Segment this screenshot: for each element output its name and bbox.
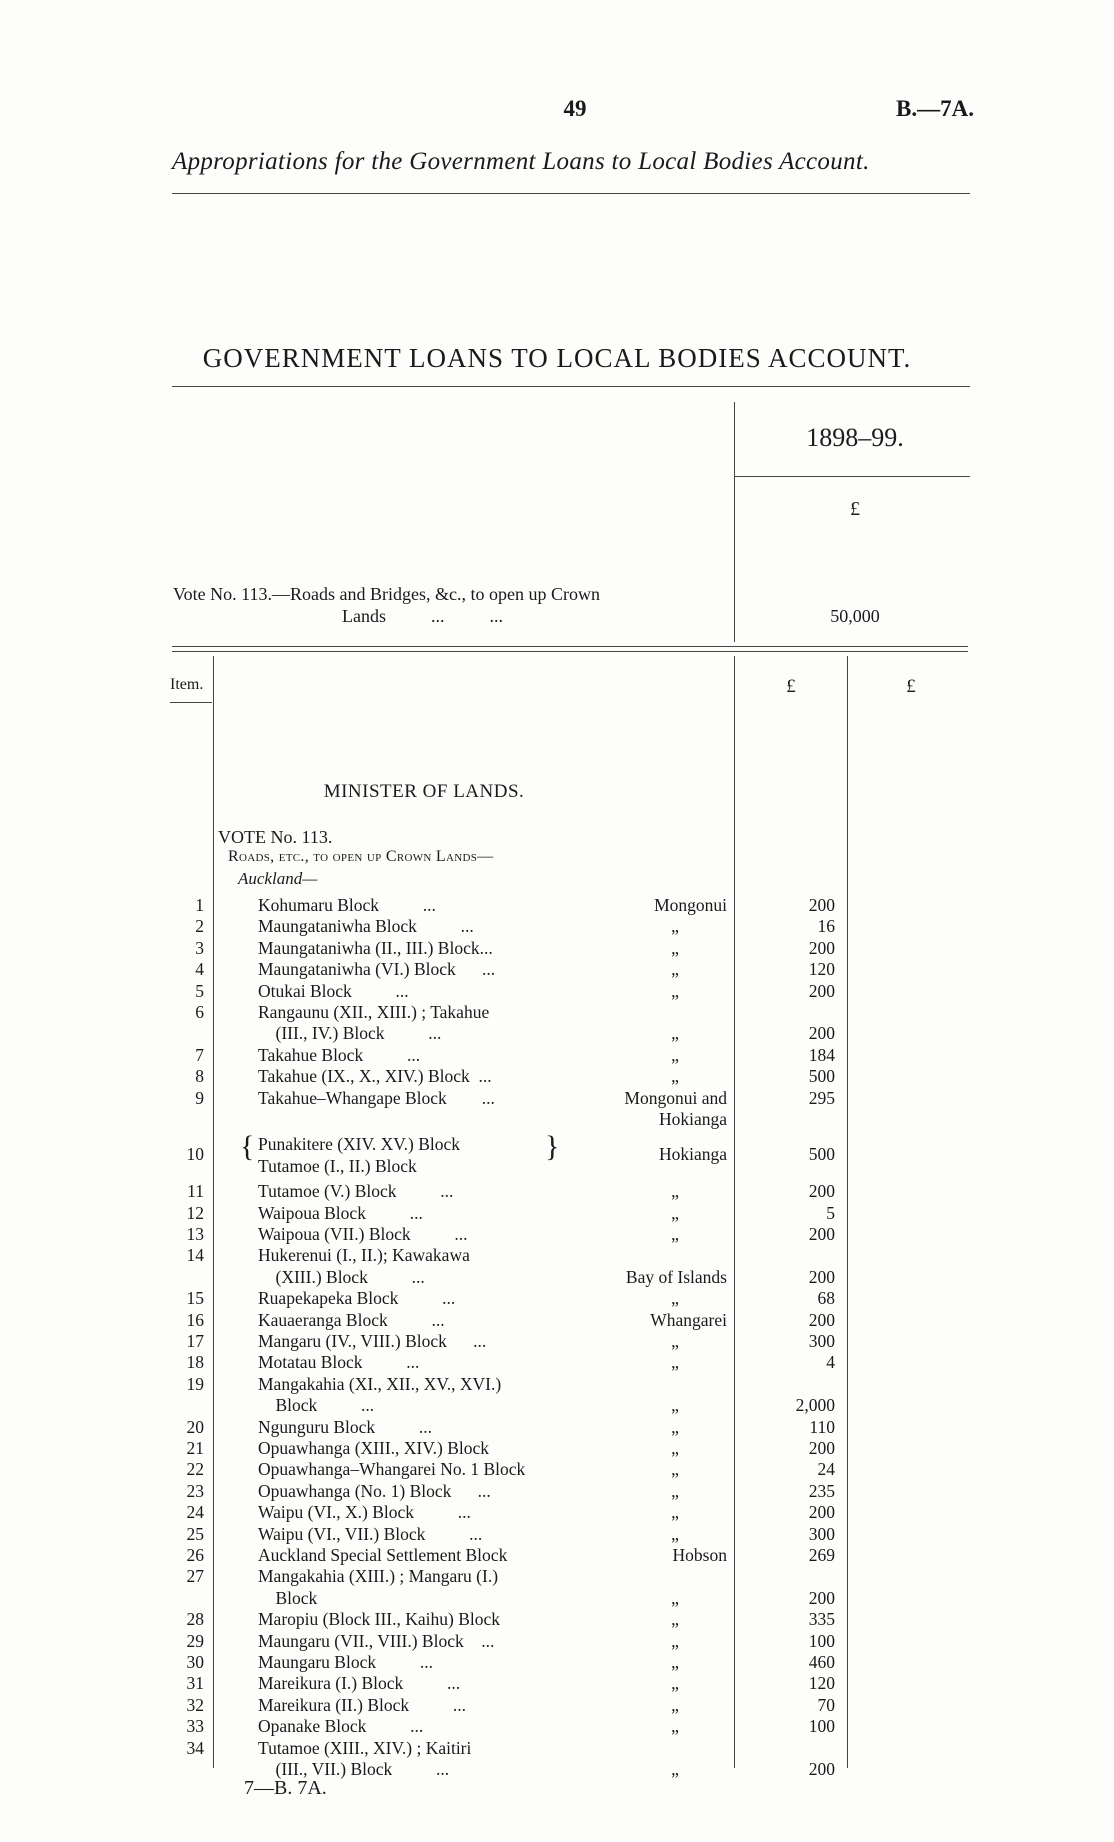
section-vote-number: VOTE No. 113. (218, 827, 333, 847)
item-underline (170, 702, 212, 703)
row-description: Auckland Special Settlement Block (258, 1545, 508, 1565)
row-location: Whangarei (650, 1309, 727, 1330)
row-number: 7 (195, 1044, 204, 1065)
row-location-ditto: „ (671, 1480, 679, 1501)
row-number: 31 (186, 1673, 204, 1694)
row-number: 12 (186, 1202, 204, 1223)
row-number: 20 (186, 1416, 204, 1437)
row-description: (XIII.) Block ... (258, 1266, 425, 1287)
row-amount: 184 (808, 1044, 835, 1065)
row-number: 6 (195, 1002, 204, 1022)
row-location-ditto: „ (671, 959, 679, 980)
row-location-ditto: „ (671, 1630, 679, 1651)
row-location-ditto: „ (671, 1694, 679, 1715)
row-amount: 200 (808, 1587, 835, 1608)
table-divider-item (213, 656, 214, 1768)
row-location-continued: Hokianga (658, 1109, 727, 1129)
row-amount: 235 (808, 1480, 835, 1501)
row-amount: 300 (808, 1523, 835, 1544)
page-number: 49 (563, 96, 587, 121)
section-roads-heading: Roads, etc., to open up Crown Lands— (228, 848, 494, 865)
row-description: Hukerenui (I., II.); Kawakawa (258, 1245, 470, 1266)
fiscal-year: 1898–99. (806, 423, 904, 452)
row-description: Tutamoe (XIII., XIV.) ; Kaitiri (258, 1737, 472, 1758)
row-amount: 120 (808, 959, 835, 980)
row-location-ditto: „ (671, 1587, 679, 1608)
row-location: Mongonui (654, 895, 727, 915)
row-description: Mangakahia (XIII.) ; Mangaru (I.) (258, 1566, 499, 1587)
row-amount: 500 (808, 1144, 835, 1165)
row-description: Motatau Block ... (258, 1352, 420, 1373)
row-description: Mareikura (II.) Block ... (258, 1694, 466, 1715)
row-location: Hobson (672, 1545, 727, 1565)
row-amount: 24 (817, 1459, 835, 1480)
row-location-ditto: „ (671, 1202, 679, 1223)
row-amount: 100 (808, 1630, 835, 1651)
row-amount: 200 (808, 1181, 835, 1202)
row-number: 29 (186, 1630, 204, 1651)
row-description: Rangaunu (XII., XIII.) ; Takahue (258, 1002, 490, 1022)
row-amount: 460 (808, 1652, 835, 1672)
row-amount: 16 (817, 916, 835, 937)
row-amount: 4 (826, 1352, 835, 1373)
row-location-ditto: „ (671, 1716, 679, 1737)
row-amount: 200 (808, 1266, 835, 1287)
row-location-ditto: „ (671, 1023, 679, 1044)
row-number: 26 (186, 1545, 204, 1565)
row-location: Hokianga (658, 1144, 727, 1165)
row-number: 19 (186, 1373, 204, 1394)
row-number: 11 (187, 1181, 204, 1202)
row-description: (III., IV.) Block ... (258, 1023, 442, 1044)
row-amount: 295 (808, 1087, 835, 1108)
summary-rule-top (172, 646, 968, 647)
row-description: Tutamoe (V.) Block ... (258, 1181, 454, 1202)
row-number: 21 (186, 1438, 204, 1458)
row-location-ditto: „ (671, 1352, 679, 1373)
row-number: 3 (195, 937, 204, 958)
row-amount: 120 (808, 1673, 835, 1694)
year-rule (735, 476, 970, 477)
row-description: Waipoua (VII.) Block ... (258, 1224, 468, 1244)
row-description: Kohumaru Block ... (258, 895, 436, 915)
row-amount: 200 (808, 980, 835, 1001)
column-header-item: Item. (170, 676, 204, 693)
row-location-ditto: „ (671, 1523, 679, 1544)
header-rule (172, 193, 970, 194)
row-number: 18 (186, 1352, 204, 1373)
row-number: 32 (186, 1694, 204, 1715)
row-amount: 500 (808, 1066, 835, 1087)
row-location-ditto: „ (671, 1066, 679, 1087)
page-subtitle: Appropriations for the Government Loans to Local Bodies Account. (172, 148, 870, 175)
row-description: Opuawhanga (No. 1) Block ... (258, 1480, 491, 1501)
row-location: Mongonui and (624, 1087, 727, 1108)
row-amount: 110 (809, 1416, 835, 1437)
row-number: 2 (195, 916, 204, 937)
column-header-currency-1: £ (786, 676, 796, 697)
left-brace: { (240, 1130, 255, 1164)
row-description: Otukai Block ... (258, 980, 409, 1001)
row-description: Maungaru (VII., VIII.) Block ... (258, 1630, 495, 1651)
row-description: Mangakahia (XI., XII., XV., XVI.) (258, 1373, 502, 1394)
row-description: Opuawhanga–Whangarei No. 1 Block (258, 1459, 526, 1480)
row-location-ditto: „ (671, 1459, 679, 1480)
row-location-ditto: „ (671, 916, 679, 937)
row-amount: 100 (808, 1716, 835, 1737)
row-number: 22 (186, 1459, 204, 1480)
row-number: 13 (186, 1224, 204, 1244)
row-description: Tutamoe (I., II.) Block (258, 1155, 417, 1176)
row-number: 5 (195, 980, 204, 1001)
row-description: Waipu (VI., X.) Block ... (258, 1502, 471, 1523)
row-description: Block (258, 1587, 318, 1608)
row-number: 28 (186, 1609, 204, 1630)
row-amount: 70 (817, 1694, 835, 1715)
row-description: Waipu (VI., VII.) Block ... (258, 1523, 483, 1544)
row-amount: 68 (817, 1288, 835, 1309)
row-number: 25 (186, 1523, 204, 1544)
row-number: 24 (186, 1502, 204, 1523)
row-amount: 200 (808, 1438, 835, 1458)
page-title: GOVERNMENT LOANS TO LOCAL BODIES ACCOUNT. (202, 343, 912, 373)
row-location-ditto: „ (671, 1416, 679, 1437)
row-description: Takahue Block ... (258, 1044, 421, 1065)
row-amount: 200 (808, 1502, 835, 1523)
row-location-ditto: „ (671, 1331, 679, 1351)
row-description: Ruapekapeka Block ... (258, 1288, 456, 1309)
row-location-ditto: „ (671, 1288, 679, 1309)
document-reference: B.—7A. (896, 96, 974, 121)
row-description: Maungaru Block ... (258, 1652, 433, 1672)
row-number: 15 (186, 1288, 204, 1309)
vote-amount: 50,000 (830, 606, 880, 626)
row-description: Mareikura (I.) Block ... (258, 1673, 461, 1694)
row-description: Maungataniwha (II., III.) Block... (258, 937, 493, 958)
row-description: (III., VII.) Block ... (258, 1759, 450, 1779)
row-description: Block ... (258, 1395, 375, 1416)
row-description: Opuawhanga (XIII., XIV.) Block (258, 1438, 490, 1458)
row-location-ditto: „ (671, 1395, 679, 1416)
row-number: 9 (195, 1087, 204, 1108)
row-number: 33 (186, 1716, 204, 1737)
row-description: Maungataniwha (VI.) Block ... (258, 959, 496, 980)
row-location-ditto: „ (671, 1181, 679, 1202)
row-number: 27 (186, 1566, 204, 1587)
row-location-ditto: „ (671, 937, 679, 958)
row-amount: 200 (808, 1023, 835, 1044)
row-location-ditto: „ (671, 1673, 679, 1694)
section-minister: MINISTER OF LANDS. (323, 781, 525, 802)
row-location-ditto: „ (671, 1224, 679, 1244)
row-location-ditto: „ (671, 1438, 679, 1458)
currency-symbol: £ (850, 498, 860, 520)
row-number: 30 (186, 1652, 204, 1672)
row-amount: 2,000 (795, 1395, 835, 1416)
row-amount: 200 (808, 1309, 835, 1330)
row-description: Maropiu (Block III., Kaihu) Block (258, 1609, 501, 1630)
row-number: 23 (186, 1480, 204, 1501)
row-description: Opanake Block ... (258, 1716, 424, 1737)
row-amount: 200 (808, 1224, 835, 1244)
row-location-ditto: „ (671, 1609, 679, 1630)
column-header-currency-2: £ (906, 676, 916, 697)
row-amount: 200 (808, 937, 835, 958)
row-description: Punakitere (XIV. XV.) Block (258, 1134, 461, 1155)
row-description: Ngunguru Block ... (258, 1416, 433, 1437)
row-description: Kauaeranga Block ... (258, 1309, 445, 1330)
right-brace: } (545, 1130, 560, 1164)
row-description: Maungataniwha Block ... (258, 916, 474, 937)
row-location-ditto: „ (671, 1044, 679, 1065)
row-description: Waipoua Block ... (258, 1202, 423, 1223)
row-amount: 5 (826, 1202, 835, 1223)
row-location-ditto: „ (671, 1759, 679, 1779)
row-location-ditto: „ (671, 1502, 679, 1523)
row-description: Takahue–Whangape Block ... (258, 1087, 495, 1108)
table-divider-total (847, 656, 848, 1768)
row-location-ditto: „ (671, 980, 679, 1001)
row-number: 14 (186, 1245, 204, 1266)
row-number: 10 (186, 1144, 204, 1165)
row-number: 16 (186, 1309, 204, 1330)
row-location-ditto: „ (671, 1652, 679, 1672)
row-description: Mangaru (IV., VIII.) Block ... (258, 1331, 487, 1351)
row-amount: 269 (808, 1545, 835, 1565)
section-region: Auckland— (238, 869, 318, 888)
row-number: 34 (186, 1737, 204, 1758)
row-number: 1 (195, 895, 204, 915)
vote-description-line1: Vote No. 113.—Roads and Bridges, &c., to open up Crown (173, 584, 600, 604)
row-amount: 200 (808, 1759, 835, 1779)
footer-signature: 7—B. 7A. (244, 1777, 327, 1799)
row-amount: 200 (808, 895, 835, 915)
vote-description-line2: Lands ... ... (342, 606, 503, 626)
row-number: 8 (195, 1066, 204, 1087)
row-amount: 300 (808, 1331, 835, 1351)
row-number: 17 (186, 1331, 204, 1351)
row-amount: 335 (808, 1609, 835, 1630)
row-description: Takahue (IX., X., XIV.) Block ... (258, 1066, 492, 1087)
row-location: Bay of Islands (625, 1266, 727, 1287)
summary-rule-bottom (172, 651, 968, 652)
title-rule (172, 386, 970, 387)
row-number: 4 (195, 959, 204, 980)
